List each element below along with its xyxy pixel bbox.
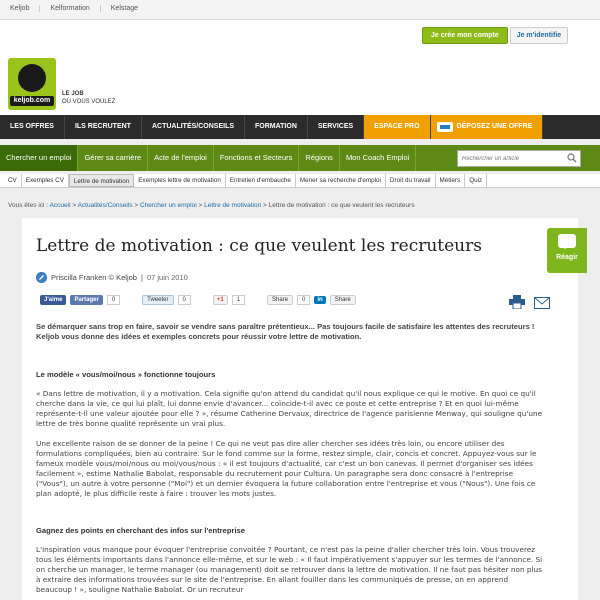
nav-actualites-conseils[interactable]: ACTUALITÉS/CONSEILS <box>142 115 245 139</box>
nav-deposez-offre-label: DÉPOSEZ UNE OFFRE <box>456 123 533 130</box>
linkedin-icon[interactable]: in <box>314 296 325 304</box>
site-header <box>0 20 600 115</box>
gshare-button[interactable]: Share <box>267 295 293 305</box>
tagline <box>62 90 115 106</box>
login-button[interactable]: Je m'identifie <box>510 27 568 44</box>
tert-exemples-lettre[interactable]: Exemples lettre de motivation <box>134 174 226 187</box>
mail-icon[interactable] <box>534 297 550 309</box>
share-bar <box>40 295 356 305</box>
nav-deposez-offre[interactable] <box>431 115 544 139</box>
article-lead: Se démarquer sans trop en faire, savoir se vendre sans paraître prétentieux... Pas toujours facile de satisfaire les attentes des recruteurs ! Keljob vous donne des idées et exemples concrets pour réussir votre lettre de motivation. <box>36 322 535 341</box>
nav-ils-recrutent[interactable]: ILS RECRUTENT <box>65 115 142 139</box>
breadcrumb-current: Lettre de motivation : ce que veulent les recruteurs <box>268 202 415 209</box>
gshare-count: 0 <box>297 295 310 305</box>
paragraph-3: L'inspiration vous manque pour évoquer l'entreprise convoitée ? Pourtant, ce n'est pas la peine d'aller chercher très loin. Vous trouverez tous les éléments importants dans l'annonce elle-même, et sur le web : « Il faut impérativement s'appuyer sur les termes de l'annonce. Si on cherche un manager, le terme manager (ou management) doit se retrouver dans la lettre de motivation. Il ne faut pas hésiter non plus à extraire des informations trouvées sur le site de l'entreprise. En allant fouiller dans les communiqués de presse, on en apprend beaucoup ! », souligne Nathalie Babolat. Or un recruteur <box>36 545 543 594</box>
nav-espace-pro[interactable]: ESPACE PRO <box>364 115 430 139</box>
subnav-chercher-emploi[interactable]: Chercher un emploi <box>0 145 78 171</box>
paragraph-1: « Dans lettre de motivation, il y a motivation. Cela signifie qu'on attend du candidat qu'il nous explique ce qui le motive. En quoi ce qu'il cherche dans la vie, ce qui lui plaît, lui donne envie d'avancer... coïncide-t-il avec ce poste et cette entreprise ? Et en quoi lui-même représente-t-il une valeur ajoutée pour elle ? », résume Catherine Dervaux, directrice de l'agence parisienne Menway, qui souligne qu'une lettre de très bonne qualité représente un vrai plus. <box>36 389 543 428</box>
top-links <box>8 5 148 12</box>
paragraph-2: Une excellente raison de se donner de la peine ! Ce qui ne veut pas dire aller chercher ses idées très loin, ou encore utiliser des formulations compliquées, bien au contraire. Sur le fond comme sur la forme, restez simple, clair, concis et concret. Appuyez-vous sur le fameux modèle vous/moi/nous ou moi/vous/nous : « il est toujours d'actualité, car c'est un bon canevas. Il permet d'organiser ses idées facilement », estime Nathalie Babolat, responsable du recrutement pour Cultura. Un paragraphe sera donc consacré à l'entreprise ("Vous"), un autre à votre personne ("Moi") et un dernier évoquera la future collaboration entre l'entreprise et vous ("Nous"). Une fois ce plan adopté, le plus difficile reste à faire : trouver les mots justes. <box>36 439 537 498</box>
article-title: Lettre de motivation : ce que veulent les recruteurs <box>36 236 482 256</box>
tert-recherche[interactable]: Mener sa recherche d'emploi <box>296 174 386 187</box>
top-link-keljob[interactable]: Keljob <box>8 5 40 12</box>
subnav-regions[interactable]: Régions <box>299 145 340 171</box>
breadcrumb: Vous êtes ici : Accueil > Actualités/Conseils > Chercher un emploi > Lettre de motivation > Lettre de motivation : ce que veulent les recruteurs <box>8 202 415 209</box>
search-input[interactable] <box>458 151 558 166</box>
tert-entretien[interactable]: Entretien d'embauche <box>226 174 296 187</box>
subnav-acte-emploi[interactable]: Acte de l'emploi <box>148 145 214 171</box>
auth-buttons <box>422 27 568 44</box>
gplus-button[interactable]: +1 <box>213 295 228 305</box>
tagline-line-1: LE JOB <box>62 91 84 97</box>
tweet-count: 0 <box>178 295 191 305</box>
react-button[interactable] <box>547 228 587 273</box>
facebook-like-button[interactable]: J'aime <box>40 295 66 305</box>
nav-formation[interactable]: FORMATION <box>245 115 308 139</box>
tert-cv[interactable]: CV <box>0 174 22 187</box>
logo-face-icon <box>18 64 46 92</box>
print-icon[interactable] <box>509 295 525 309</box>
tertiary-nav <box>0 174 600 188</box>
top-link-kelformation[interactable]: Kelformation <box>40 5 100 12</box>
tert-lettre-motivation[interactable]: Lettre de motivation <box>69 174 134 187</box>
logo-wordmark: keljob.com <box>10 96 54 106</box>
subnav-gerer-carriere[interactable]: Gérer sa carrière <box>78 145 148 171</box>
section-heading-1: Le modèle « vous/moi/nous » fonctionne toujours <box>36 370 216 379</box>
top-link-kelstage[interactable]: Kelstage <box>110 5 139 12</box>
byline: Priscilla Franken © Keljob | 07 juin 2010 <box>36 272 188 283</box>
tert-droit[interactable]: Droit du travail <box>386 174 436 187</box>
logo[interactable] <box>8 58 56 110</box>
breadcrumb-actualites[interactable]: Actualités/Conseils <box>77 202 133 209</box>
tert-quiz[interactable]: Quiz <box>465 174 487 187</box>
linkedin-share-button[interactable]: Share <box>330 295 356 305</box>
comment-bubble-icon <box>558 234 576 248</box>
main-nav <box>0 115 600 139</box>
breadcrumb-chercher[interactable]: Chercher un emploi <box>139 202 197 209</box>
tert-metiers[interactable]: Métiers <box>436 174 466 187</box>
breadcrumb-accueil[interactable]: Accueil <box>49 202 71 209</box>
section-heading-2: Gagnez des points en cherchant des infos sur l'entreprise <box>36 526 245 535</box>
tert-exemples-cv[interactable]: Exemples CV <box>22 174 69 187</box>
tweet-button[interactable]: Tweeter <box>142 295 173 305</box>
subnav-coach-emploi[interactable]: Mon Coach Emploi <box>340 145 416 171</box>
article-date: 07 juin 2010 <box>146 273 188 282</box>
tagline-line-2: OÙ VOUS VOULEZ <box>62 99 116 105</box>
top-bar <box>0 0 600 20</box>
gplus-count: 1 <box>232 295 245 305</box>
nav-services[interactable]: SERVICES <box>308 115 364 139</box>
article-author: Priscilla Franken © Keljob <box>51 273 137 282</box>
nav-les-offres[interactable]: LES OFFRES <box>0 115 65 139</box>
article <box>22 218 578 600</box>
search-icon[interactable] <box>567 153 577 163</box>
card-icon <box>437 122 453 132</box>
breadcrumb-prefix: Vous êtes ici : <box>8 202 49 209</box>
article-search <box>457 150 581 167</box>
breadcrumb-lettre[interactable]: Lettre de motivation <box>204 202 262 209</box>
subnav-fonctions-secteurs[interactable]: Fonctions et Secteurs <box>214 145 300 171</box>
facebook-count: 0 <box>107 295 120 305</box>
facebook-share-button[interactable]: Partager <box>70 295 102 305</box>
react-label: Réagir <box>556 254 578 261</box>
pencil-icon <box>36 272 47 283</box>
create-account-button[interactable]: Je crée mon compte <box>422 27 508 44</box>
